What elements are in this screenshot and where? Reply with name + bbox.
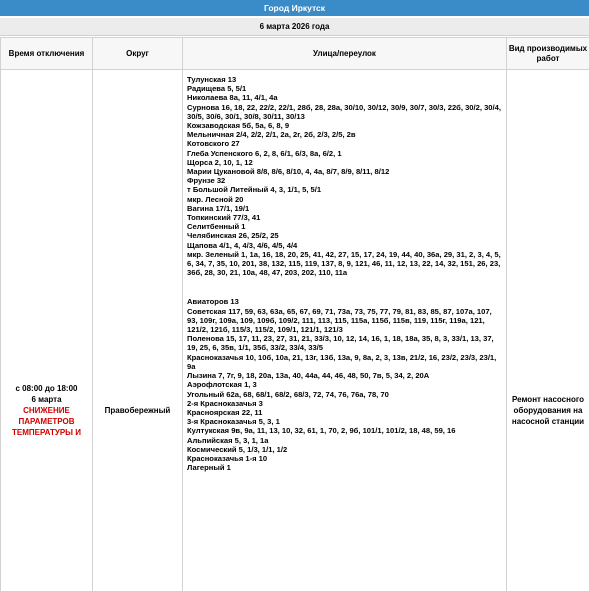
streets-cell [183,70,507,592]
street-line: Николаева 8а, 11, 4/1, 4а [187,93,502,102]
okrug-name: Правобережный [93,406,182,415]
column-header-work: Вид производимых работ [507,38,589,70]
street-line: Топкинский 77/3, 41 [187,213,502,222]
street-line: Угольный 62а, 68, 68/1, 68/2, 68/3, 72, 74, 76, 76а, 78, 70 [187,390,502,399]
reason-text: СНИЖЕНИЕ ПАРАМЕТРОВ ТЕМПЕРАТУРЫ И [1,405,92,438]
street-line: Фрунзе 32 [187,176,502,185]
work-cell [507,70,589,592]
street-line: мкр. Зеленый 1, 1а, 16, 18, 20, 25, 41, 42, 27, 15, 17, 24, 19, 44, 40, 36а, 29, 31, 2, 3, 4, 5, 6, 34, 7, 35, 10, 201, 38, 132, 115, 119, 137, 8, 9, 121, 46, 11, 12, 13, 22, 14, 32, 151, 26, 23, 36б, 28, 30, 21, 10а, 48, 47, 203, 202, 110, 11а [187,250,502,278]
date-header: 6 марта 2026 года [0,18,589,36]
column-header-time: Время отключения [1,38,93,70]
street-line: Щапова 4/1, 4, 4/3, 4/6, 4/5, 4/4 [187,241,502,250]
street-line: Радищева 5, 5/1 [187,84,502,93]
street-line: Котовского 27 [187,139,502,148]
street-line: Красноказачья 10, 10б, 10а, 21, 13г, 13б, 13а, 9, 8а, 2, 3, 13в, 21/2, 16, 23/2, 23/3, 23/1, 9а [187,353,502,371]
street-line: Вагина 17/1, 19/1 [187,204,502,213]
street-line: Космический 5, 1/3, 1/1, 1/2 [187,445,502,454]
table-header-row [1,38,589,70]
street-line: Лызина 7, 7г, 9, 18, 20а, 13а, 40, 44а, 44, 46, 48, 50, 7в, 5, 34, 2, 20А [187,371,502,380]
street-line: Кожзаводская 5б, 5а, 6, 8, 9 [187,121,502,130]
city-title: Город Иркутск [0,0,589,16]
street-line: Щорса 2, 10, 1, 12 [187,158,502,167]
time-cell [1,70,93,592]
street-line: Альпийская 5, 3, 1, 1а [187,436,502,445]
street-line: Тулунская 13 [187,75,502,84]
street-line: Мельничная 2/4, 2/2, 2/1, 2а, 2г, 2б, 2/3, 2/5, 2в [187,130,502,139]
street-line: Красноказачья 1-я 10 [187,454,502,463]
outage-table [0,37,589,592]
street-line: Сурнова 16, 18, 22, 22/2, 22/1, 28б, 28, 28а, 30/10, 30/12, 30/9, 30/7, 30/3, 22б, 30/2, 30/4, 30/5, 30/6, 30/1, 30/8, 30/11, 30/13 [187,103,502,121]
column-header-street: Улица/переулок [183,38,507,70]
street-line: Авиаторов 13 [187,297,502,306]
table-row [1,70,589,592]
street-line: Глеба Успенского 6, 2, 8, 6/1, 6/3, 8а, 6/2, 1 [187,149,502,158]
time-range: с 08:00 до 18:00 [1,383,92,394]
street-line: т Большой Литейный 4, 3, 1/1, 5, 5/1 [187,185,502,194]
okrug-cell [93,70,183,592]
street-line: Челябинская 26, 25/2, 25 [187,231,502,240]
street-line: Селитбенный 1 [187,222,502,231]
work-type: Ремонт насосного оборудования на насосной станции [507,394,589,427]
street-line: Красноярская 22, 11 [187,408,502,417]
street-line: Култукская 9в, 9а, 11, 13, 10, 32, 61, 1, 70, 2, 9б, 101/1, 101/2, 18, 48, 59, 16 [187,426,502,435]
street-line: Аэрофлотская 1, 3 [187,380,502,389]
street-line: Советская 117, 59, 63, 63а, 65, 67, 69, 71, 73а, 73, 75, 77, 79, 81, 83, 85, 87, 107а, 107, 93, 109г, 109а, 109, 109б, 109/2, 111, 113, 115, 115а, 115б, 115в, 119, 115г, 119а, 121, 121/2, 121б, 115/3, 115/2, 109/1, 121/1, 121/3 [187,307,502,335]
street-line: Лагерный 1 [187,463,502,472]
street-line: Поленова 15, 17, 11, 23, 27, 31, 21, 33/3, 10, 12, 14, 16, 1, 18, 18а, 35, 8, 3, 33/1, 13, 37, 19, 25, 6, 35в, 1/1, 35б, 33/2, 33/4, 33/5 [187,334,502,352]
street-line: 2-я Красноказачья 3 [187,399,502,408]
street-line: Марии Цукановой 8/8, 8/6, 8/10, 4, 4а, 8/7, 8/9, 8/11, 8/12 [187,167,502,176]
column-header-okrug: Округ [93,38,183,70]
group-spacer [187,277,502,297]
streets-list [183,70,506,472]
street-line: мкр. Лесной 20 [187,195,502,204]
row-date: 6 марта [1,394,92,405]
street-line: 3-я Красноказачья 5, 3, 1 [187,417,502,426]
